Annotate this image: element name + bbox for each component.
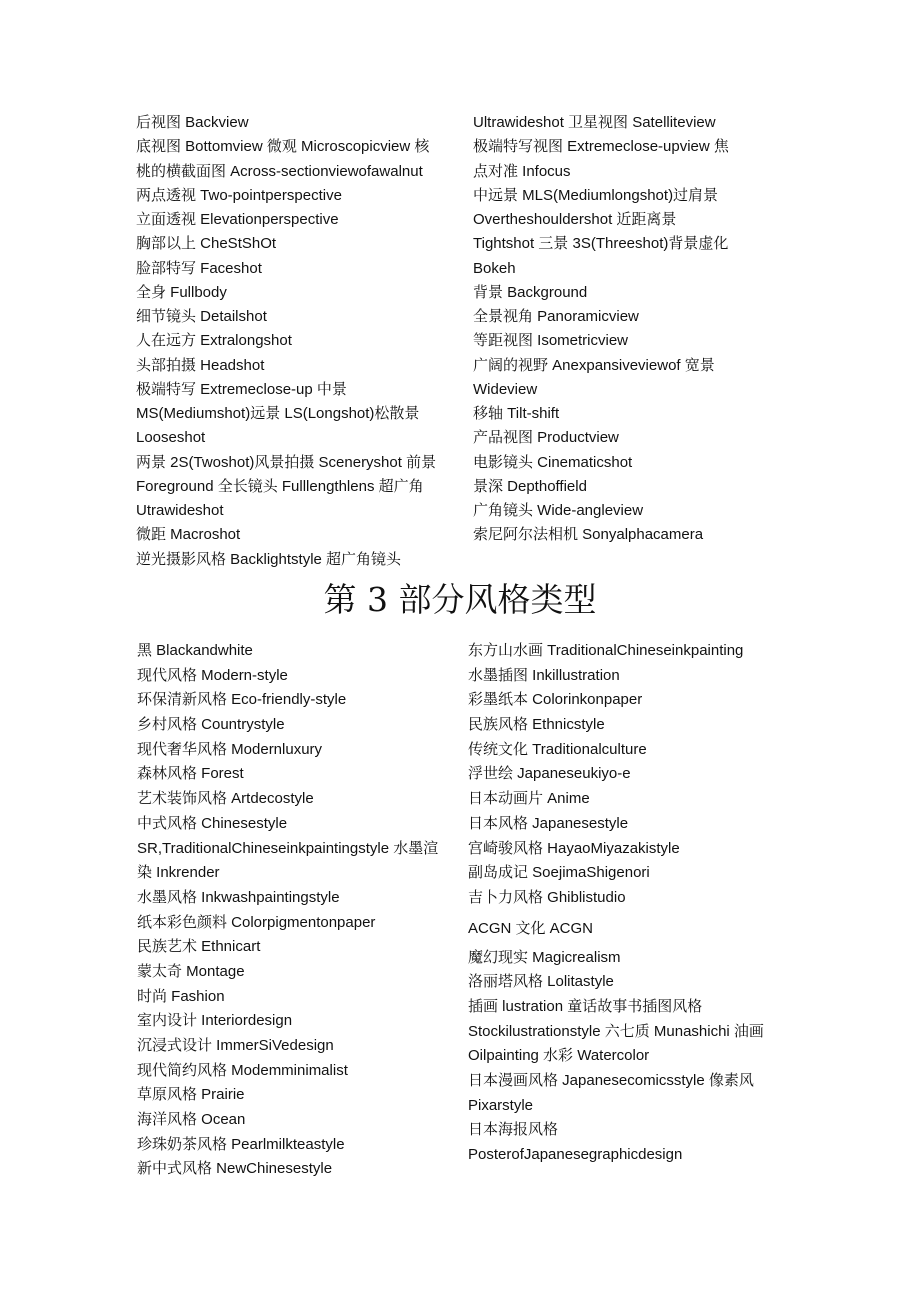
text-line: 底视图 Bottomview 微观 Microscopicview 核 [136,138,430,156]
text-line: Ultrawideshot 卫星视图 Satelliteview [473,114,716,131]
text-line: 立面透视 Elevationperspective [136,211,339,228]
text-line: 插画 lustration 童话故事书插图风格 [468,997,703,1015]
text-line: 极端特写 Extremeclose-up 中景 [136,380,347,398]
style-terms-right-column [468,639,764,1168]
text-line: 彩墨纸本 Colorinkonpaper [468,691,643,709]
text-line: 传统文化 Traditionalculture [468,740,647,758]
style-terms-left-column [137,639,438,1182]
text-line: 珍珠奶茶风格 Pearlmilkteastyle [137,1135,345,1153]
text-line: 胸部以上 CheStShOt [136,235,277,253]
text-line: 极端特写视图 Extremeclose-upview 焦 [473,138,729,156]
text-line: 水墨插图 Inkillustration [468,666,620,684]
text-line: 广阔的视野 Anexpansiveviewof 宽景 [473,356,715,374]
text-line: Looseshot [136,429,206,447]
text-line: 副岛成记 SoejimaShigenori [468,864,650,882]
text-line: 中式风格 Chinesestyle [137,814,288,832]
text-line: 森林风格 Forest [137,765,244,783]
text-line: Bokeh [473,259,516,277]
text-line: Tightshot 三景 3S(Threeshot)背景虚化 [473,235,729,253]
text-line: Wideview [473,380,538,398]
shot-terms-right-column [473,111,729,548]
text-line: 洛丽塔风格 Lolitastyle [468,973,614,991]
text-line: 日本动画片 Anime [468,790,590,808]
text-line: 人在远方 Extralongshot [136,332,292,350]
text-line: 两景 2S(Twoshot)风景拍摄 Sceneryshot 前景 [136,453,437,471]
text-line: 点对准 Infocus [473,162,571,180]
text-line: Foreground 全长镜头 Fulllengthlens 超广角 [136,477,424,495]
text-line: 新中式风格 NewChinesestyle [137,1160,333,1178]
text-line: 魔幻现实 Magicrealism [468,948,621,966]
text-line: Utrawideshot [136,502,224,519]
text-line: 蒙太奇 Montage [137,962,245,980]
text-line: 宫崎骏风格 HayaoMiyazakistyle [468,839,680,857]
text-line: 纸本彩色颜料 Colorpigmentonpaper [137,913,376,931]
text-line: 现代风格 Modern-style [137,666,288,684]
text-line: 草原风格 Prairie [137,1086,245,1104]
text-line: 水墨风格 Inkwashpaintingstyle [137,888,340,906]
text-line: 日本海报风格 [468,1121,559,1139]
text-line: 室内设计 Interiordesign [137,1012,293,1030]
text-line: 沉浸式设计 ImmerSiVedesign [137,1037,334,1054]
text-line: 黑 Blackandwhite [137,642,253,659]
text-line: 微距 Macroshot [136,526,241,544]
text-line: 浮世绘 Japaneseukiyo-e [468,765,631,783]
text-line: 乡村风格 Countrystyle [137,716,285,734]
text-line: 民族艺术 Ethnicart [137,938,261,956]
text-line: ACGN 文化 ACGN [468,919,594,937]
text-line: 等距视图 Isometricview [473,332,629,350]
text-line: PosterofJapanesegraphicdesign [468,1146,683,1164]
text-line: MS(Mediumshot)远景 LS(Longshot)松散景 [136,405,420,422]
text-line: 艺术装饰风格 Artdecostyle [137,790,314,808]
text-line: 两点透视 Two-pointperspective [136,186,342,204]
text-line: 产品视图 Productview [473,429,619,447]
text-line: 脸部特写 Faceshot [136,259,262,277]
text-line: 中远景 MLS(Mediumlongshot)过肩景 [473,186,719,204]
text-line: 日本漫画风格 Japanesecomicsstyle 像素风 [468,1072,754,1089]
text-line: 民族风格 Ethnicstyle [468,716,605,734]
text-line: Pixarstyle [468,1096,534,1114]
shot-terms-left-column [136,111,436,572]
text-line: 染 Inkrender [137,864,220,882]
text-line: Oilpainting 水彩 Watercolor [468,1047,650,1065]
text-line: 日本风格 Japanesestyle [468,814,629,832]
text-line: 细节镜头 Detailshot [136,308,267,325]
text-line: 现代奢华风格 Modernluxury [137,740,323,758]
text-line: 头部拍摄 Headshot [136,356,265,374]
text-line: 时尚 Fashion [137,987,225,1005]
text-line: SR,TraditionalChineseinkpaintingstyle 水墨渲 [137,839,439,857]
text-line: 后视图 Backview [136,114,249,131]
text-line: 索尼阿尔法相机 Sonyalphacamera [473,526,704,544]
text-line: 环保清新风格 Eco-friendly-style [137,691,347,709]
text-line: 全景视角 Panoramicview [473,308,639,325]
text-line: 背景 Background [473,283,588,301]
text-line: 现代简约风格 Modemminimalist [137,1061,348,1079]
text-line: 东方山水画 TraditionalChineseinkpainting [468,642,744,659]
text-line: 海洋风格 Ocean [137,1111,246,1129]
text-line: 逆光摄影风格 Backlightstyle 超广角镜头 [136,550,402,568]
text-line: 移轴 Tilt-shift [473,405,560,422]
text-line: Stockilustrationstyle 六七质 Munashichi 油画 [468,1022,764,1040]
text-line: 电影镜头 Cinematicshot [473,453,633,471]
text-line: 广角镜头 Wide-angleview [473,502,644,519]
text-line: 桃的横截面图 Across-sectionviewofawalnut [136,162,423,180]
text-line: 全身 Fullbody [136,283,227,301]
text-line: 景深 Depthoffield [473,477,587,495]
text-line: Overtheshouldershot 近距离景 [473,211,677,228]
text-line: 吉卜力风格 Ghiblistudio [468,888,626,906]
section-heading: 第 3 部分风格类型 [323,580,597,619]
